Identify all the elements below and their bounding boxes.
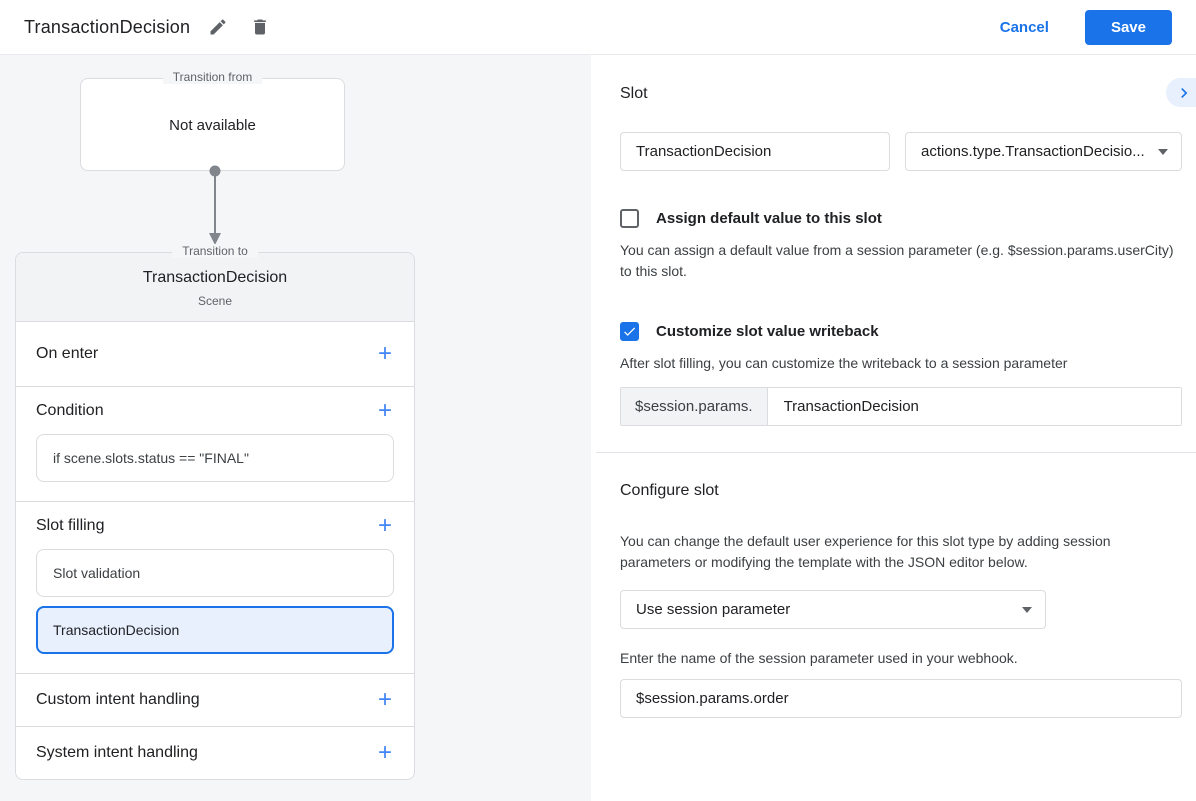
slot-filling-label: Slot filling <box>36 517 105 534</box>
scene-card-header <box>16 253 414 322</box>
page-title: TransactionDecision <box>24 16 191 37</box>
scene-diagram-panel <box>0 55 591 801</box>
dropdown-caret-icon <box>1022 607 1032 613</box>
dropdown-caret-icon <box>1158 149 1168 155</box>
scene-name: TransactionDecision <box>142 269 288 286</box>
scene-type: Scene <box>197 294 233 308</box>
slot-heading: Slot <box>620 85 648 102</box>
top-bar <box>0 0 1196 55</box>
slot-filling-section <box>16 502 414 673</box>
condition-item[interactable]: if scene.slots.status == "FINAL" <box>36 434 394 482</box>
assign-default-description: You can assign a default value from a session parameter (e.g. $session.params.userCity) to this slot. <box>620 242 1174 279</box>
assign-default-checkbox[interactable] <box>620 209 639 228</box>
transition-from-node <box>80 70 345 171</box>
writeback-value-input[interactable] <box>768 388 1181 425</box>
system-intent-row <box>16 727 414 779</box>
delete-scene-button[interactable] <box>246 13 274 41</box>
add-condition-button[interactable] <box>376 397 394 424</box>
session-param-label: Enter the name of the session parameter used in your webhook. <box>620 650 1018 666</box>
condition-label: Condition <box>36 402 104 419</box>
slot-config-select[interactable] <box>620 590 1046 629</box>
on-enter-row <box>16 322 414 386</box>
transition-from-content: Not available <box>169 117 256 134</box>
plus-icon: + <box>377 739 392 766</box>
save-button[interactable]: Save <box>1085 10 1172 45</box>
transition-to-legend: Transition to <box>172 244 258 258</box>
add-on-enter-button[interactable] <box>376 340 394 367</box>
add-system-intent-button[interactable] <box>376 739 394 766</box>
slot-fields-row <box>620 132 1182 171</box>
slot-config-panel <box>591 55 1196 801</box>
on-enter-label: On enter <box>36 345 99 362</box>
slot-name-input[interactable] <box>620 132 890 171</box>
slot-type-select[interactable] <box>905 132 1182 171</box>
writeback-row[interactable] <box>620 322 1182 341</box>
add-custom-intent-button[interactable] <box>376 686 394 713</box>
configure-slot-heading: Configure slot <box>620 482 719 499</box>
transition-from-legend: Transition from <box>163 70 263 84</box>
trash-icon <box>250 17 270 37</box>
pencil-icon <box>208 17 228 37</box>
connector-arrow-icon <box>207 165 223 249</box>
transition-to-card <box>15 244 415 780</box>
slot-type-value: actions.type.TransactionDecisio... <box>921 143 1145 160</box>
plus-icon: + <box>377 512 392 539</box>
plus-icon: + <box>377 340 392 367</box>
writeback-description: After slot filling, you can customize the writeback to a session parameter <box>620 355 1068 371</box>
cancel-button[interactable]: Cancel <box>999 18 1049 36</box>
slot-item-transaction-decision[interactable]: TransactionDecision <box>36 606 394 654</box>
slot-config-value: Use session parameter <box>636 601 791 618</box>
chevron-right-icon <box>1174 83 1194 103</box>
writeback-field-group <box>620 387 1182 426</box>
writeback-checkbox[interactable] <box>620 322 639 341</box>
slot-item-validation[interactable]: Slot validation <box>36 549 394 597</box>
collapse-panel-button[interactable] <box>1166 78 1196 107</box>
custom-intent-label: Custom intent handling <box>36 691 200 708</box>
plus-icon: + <box>377 397 392 424</box>
session-param-input[interactable] <box>620 679 1182 718</box>
plus-icon: + <box>377 686 392 713</box>
assign-default-label: Assign default value to this slot <box>656 210 882 227</box>
main-content <box>0 55 1196 801</box>
system-intent-label: System intent handling <box>36 744 198 761</box>
writeback-label: Customize slot value writeback <box>656 323 879 340</box>
assign-default-row[interactable] <box>620 209 1182 228</box>
custom-intent-row <box>16 674 414 726</box>
writeback-prefix: $session.params. <box>621 388 768 425</box>
configure-slot-description: You can change the default user experience for this slot type by adding session parameters or modifying the template with the JSON editor below. <box>620 533 1111 570</box>
checkmark-icon <box>622 324 637 339</box>
add-slot-button[interactable] <box>376 512 394 539</box>
edit-scene-button[interactable] <box>204 13 232 41</box>
condition-section <box>16 387 414 501</box>
section-divider <box>596 452 1196 453</box>
